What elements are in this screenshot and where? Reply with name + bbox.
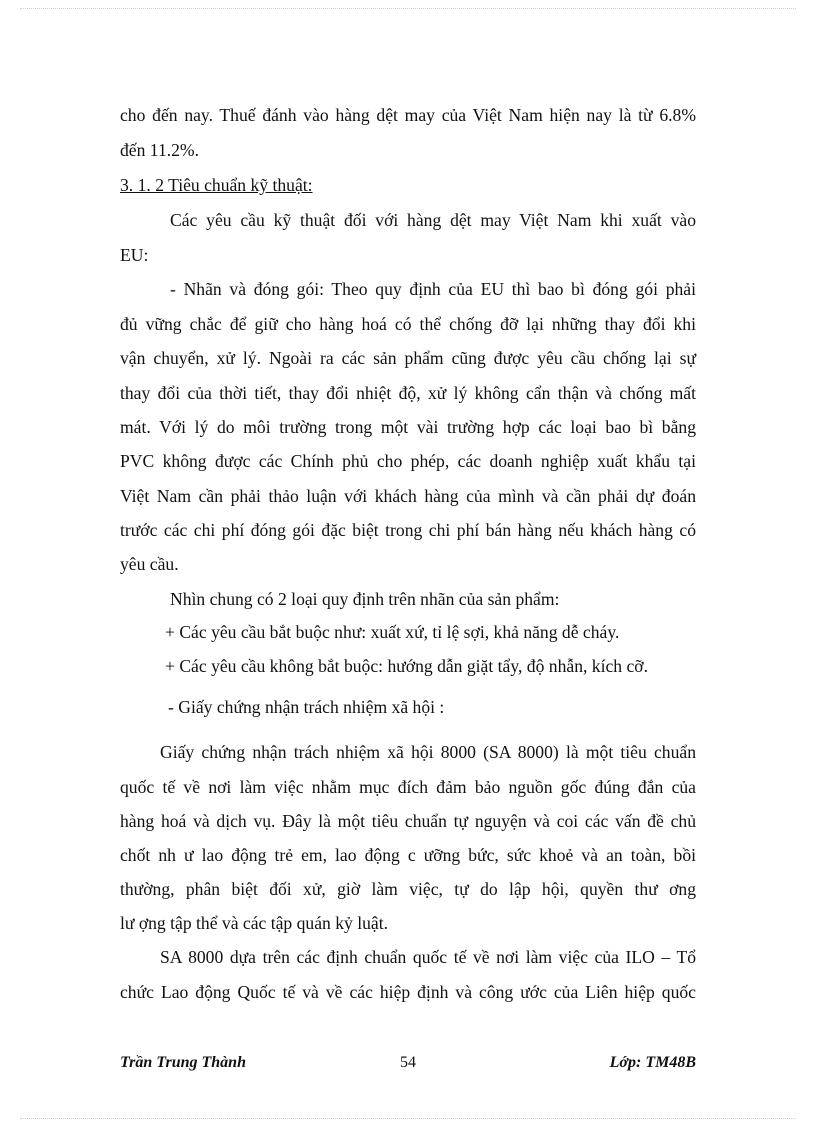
subheading: - Giấy chứng nhận trách nhiệm xã hội : <box>168 697 445 717</box>
list-item: + Các yêu cầu không bắt buộc: hướng dẫn giặt tẩy, độ nhẫn, kích cỡ. <box>165 656 648 676</box>
list-item: + Các yêu cầu bắt buộc như: xuất xứ, tỉ lệ sợi, khả năng dễ cháy. <box>165 622 620 642</box>
footer-author: Trần Trung Thành <box>120 1054 246 1071</box>
text-line: chốt nh ư lao động trẻ em, lao động c ưỡng bức, sức khoẻ và an toàn, bồi <box>120 845 696 865</box>
bottom-dotted-rule <box>20 1118 796 1119</box>
text-line: yêu cầu. <box>120 554 179 574</box>
text-line: lư ợng tập thể và các tập quán kỷ luật. <box>120 913 388 933</box>
text-line: chức Lao động Quốc tế và về các hiệp định và công ước của Liên hiệp quốc <box>120 982 696 1002</box>
text-line: đủ vững chắc để giữ cho hàng hoá có thể chống đỡ lại những thay đổi khi <box>120 314 696 334</box>
text-line: SA 8000 dựa trên các định chuẩn quốc tế về nơi làm việc của ILO – Tổ <box>160 947 696 967</box>
text-line: quốc tế về nơi làm việc nhằm mục đích đảm bảo nguồn gốc đúng đắn của <box>120 777 696 797</box>
top-dotted-rule <box>20 8 796 9</box>
text-line: EU: <box>120 245 149 265</box>
text-line: PVC không được các Chính phủ cho phép, các doanh nghiệp xuất khẩu tại <box>120 451 696 471</box>
text-line: vận chuyển, xử lý. Ngoài ra các sản phẩm cũng được yêu cầu chống lại sự <box>120 348 696 368</box>
text-line: Nhìn chung có 2 loại quy định trên nhãn của sản phẩm: <box>170 589 560 609</box>
text-line: thường, phân biệt đối xử, giờ làm việc, tự do lập hội, quyền thư ơng <box>120 879 696 899</box>
text-line: hàng hoá và dịch vụ. Đây là một tiêu chuẩn tự nguyện và coi các vấn đề chủ <box>120 811 696 831</box>
text-line: - Nhãn và đóng gói: Theo quy định của EU thì bao bì đóng gói phải <box>170 279 696 299</box>
text-line: thay đổi của thời tiết, thay đổi nhiệt độ, xử lý không cẩn thận và chống mất <box>120 383 696 403</box>
text-line: trước các chi phí đóng gói đặc biệt trong chi phí bán hàng nếu khách hàng có <box>120 520 696 540</box>
footer-page-number: 54 <box>400 1054 416 1071</box>
text-line: Việt Nam cần phải thảo luận với khách hàng của mình và cần phải dự đoán <box>120 486 696 506</box>
text-line: mát. Với lý do môi trường trong một vài trường hợp các loại bao bì bằng <box>120 417 696 437</box>
text-line: Giấy chứng nhận trách nhiệm xã hội 8000 (SA 8000) là một tiêu chuẩn <box>160 742 696 762</box>
section-heading: 3. 1. 2 Tiêu chuẩn kỹ thuật: <box>120 175 313 195</box>
footer-class: Lớp: TM48B <box>609 1054 696 1071</box>
text-line: đến 11.2%. <box>120 140 199 160</box>
text-line: cho đến nay. Thuế đánh vào hàng dệt may của Việt Nam hiện nay là từ 6.8% <box>120 105 696 125</box>
text-line: Các yêu cầu kỹ thuật đối với hàng dệt may Việt Nam khi xuất vào <box>170 210 696 230</box>
